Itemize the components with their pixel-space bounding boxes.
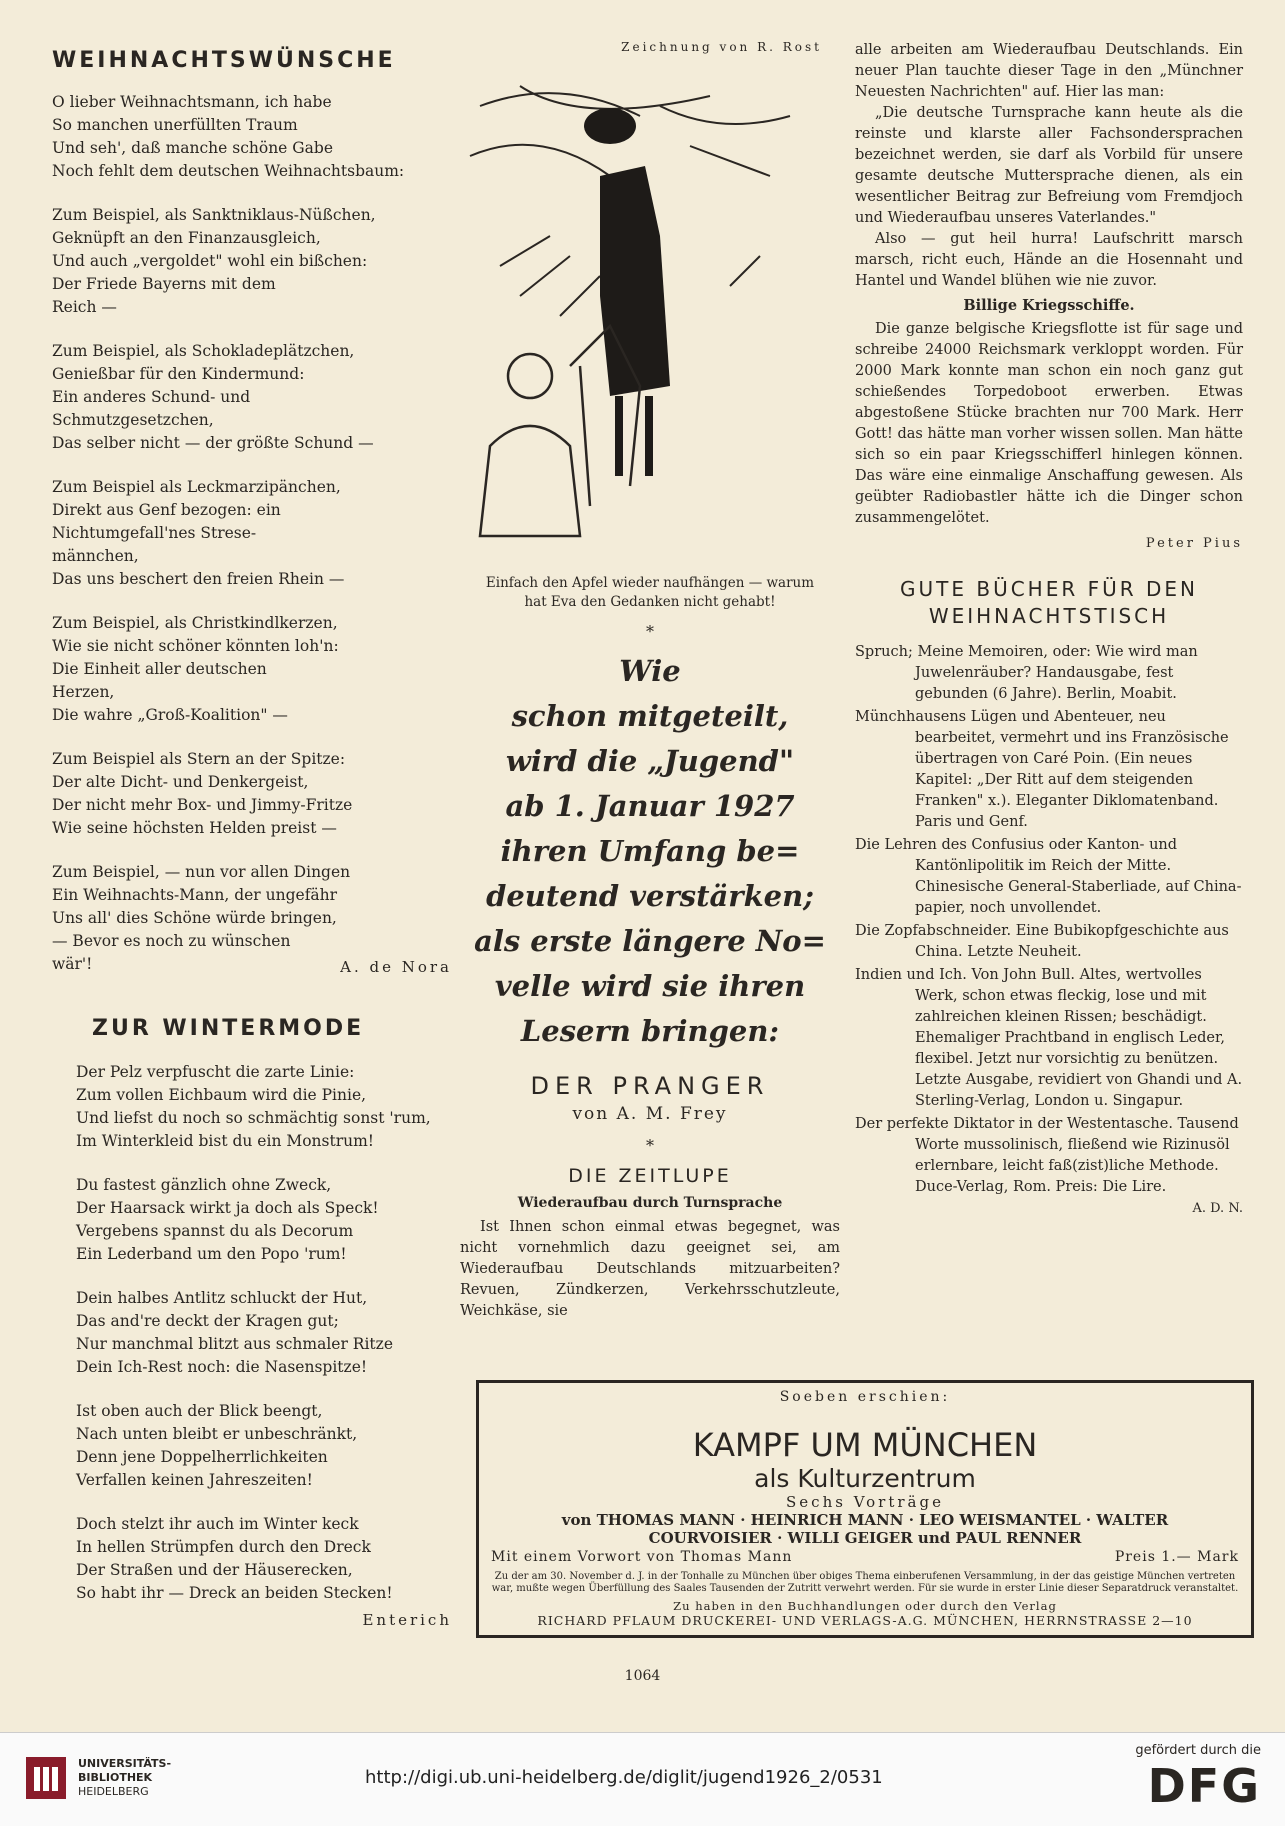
zeitlupe-comment: Also — gut heil hurra! Laufschritt marsch marsch, richt euch, Hände an die Hosennaht und Hantel und Wandel blühen wie nie zuvor. bbox=[855, 231, 1243, 289]
poem-author-enterich: Enterich bbox=[362, 1611, 452, 1629]
stanza: Zum Beispiel, als Christkindlkerzen, Wie sie nicht schöner könnten loh'n: Die Einheit aller deutschen Herzen, Die wahre „Groß-Koalition" — bbox=[52, 614, 339, 724]
eve-figure bbox=[584, 108, 670, 476]
stanza: O lieber Weihnachtsmann, ich habe So manchen unerfüllten Traum Und seh', daß manche schöne Gabe Noch fehlt dem deutschen Weihnachtsbaum: bbox=[52, 93, 405, 180]
book-entry: Die Zopfabschneider. Eine Bubikopfgeschichte aus China. Letzte Neuheit. bbox=[855, 923, 1229, 960]
ad-foreword: Mit einem Vorwort von Thomas Mann bbox=[491, 1549, 793, 1565]
stanza: Doch stelzt ihr auch im Winter keck In hellen Strümpfen durch den Dreck Der Straßen und der Häuserecken, So habt ihr — Dreck an beiden Stecken! bbox=[76, 1515, 393, 1602]
ad-title-main: KAMPF UM MÜNCHEN bbox=[692, 1426, 1038, 1464]
book-advertisement bbox=[476, 1380, 1254, 1638]
university-library-logo-icon bbox=[24, 1753, 68, 1803]
novel-author: von A. M. Frey bbox=[572, 1104, 728, 1124]
books-title: GUTE BÜCHER FÜR DEN WEIHNACHTSTISCH bbox=[900, 577, 1198, 628]
signature-peter-pius: Peter Pius bbox=[1145, 536, 1243, 551]
ad-publisher: RICHARD PFLAUM DRUCKEREI- UND VERLAGS-A.G. MÜNCHEN, HERRNSTRASSE 2—10 bbox=[537, 1613, 1193, 1628]
kriegsschiffe-subtitle: Billige Kriegsschiffe. bbox=[963, 297, 1135, 314]
dfg-logo-icon: DFG bbox=[1147, 1759, 1261, 1813]
stanza: Zum Beispiel, — nun vor allen Dingen Ein Weihnachts-Mann, der ungefähr Uns all' dies Schöne würde bringen, — Bevor es noch zu wünschen wär'! bbox=[52, 863, 351, 973]
poem-title-zur-wintermode: ZUR WINTERMODE bbox=[92, 1016, 365, 1041]
left-column bbox=[52, 40, 452, 1629]
logo-line: HEIDELBERG bbox=[78, 1785, 149, 1798]
stanza: Du fastest gänzlich ohne Zweck, Der Haarsack wirkt ja doch als Speck! Vergebens spannst du als Decorum Ein Lederband um den Popo 'rum! bbox=[76, 1176, 379, 1263]
book-entry: Spruch; Meine Memoiren, oder: Wie wird man Juwelenräuber? Handausgabe, fest gebunden (6 Jahre). Berlin, Moabit. bbox=[855, 644, 1198, 702]
ad-note: Zu der am 30. November d. J. in der Tonhalle zu München über obiges Thema einberufenen Versammlung, in der das geistige München vertreten war, mußte wegen Überfüllung des Saales Tausenden der Zutritt verwehrt werden. Für sie wurde in erster Linie dieser Separatdruck veranstaltet. bbox=[491, 1571, 1239, 1594]
stanza: Ist oben auch der Blick beengt, Nach unten bleibt er unbeschränkt, Denn jene Doppelherrlichkeiten Verfallen keinen Jahreszeiten! bbox=[76, 1402, 358, 1489]
novel-title: DER PRANGER bbox=[530, 1072, 770, 1100]
ad-price: Preis 1.— Mark bbox=[1114, 1549, 1239, 1565]
ad-authors-line2: COURVOISIER · WILLI GEIGER und PAUL RENNER bbox=[648, 1529, 1082, 1547]
poem-zur-wintermode bbox=[52, 1061, 452, 1605]
ad-availability: Zu haben in den Buchhandlungen oder durch den Verlag bbox=[673, 1599, 1057, 1613]
ad-subtitle: Sechs Vorträge bbox=[786, 1493, 944, 1511]
stanza: Zum Beispiel, als Schokladeplätzchen, Genießbar für den Kindermund: Ein anderes Schund- und Schmutzgesetzchen, Das selber nicht — der größte Schund — bbox=[52, 342, 374, 452]
funding-block bbox=[1135, 1743, 1261, 1814]
stanza: Zum Beispiel als Leckmarzipänchen, Direkt aus Genf bezogen: ein Nichtumgefall'nes Strese- männchen, Das uns beschert den freien Rhein — bbox=[52, 478, 345, 588]
zeitlupe-continued: alle arbeiten am Wiederaufbau Deutschlands. Ein neuer Plan tauchte dieser Tage in den „Münchner Neuesten Nachrichten" auf. Hier las man: bbox=[855, 42, 1243, 100]
stanza: Dein halbes Antlitz schluckt der Hut, Das and're deckt der Kragen gut; Nur manchmal blitzt aus schmaler Ritze Dein Ich-Rest noch: die Nasenspitze! bbox=[76, 1289, 394, 1376]
logo-line: BIBLIOTHEK bbox=[78, 1771, 153, 1784]
book-entry: Indien und Ich. Von John Bull. Altes, wertvolles Werk, schon etwas fleckig, lose und mit zahlreichen kleinen Rissen; beschädigt. Ehemaliger Prachtband in englisch Leder, flexibel. Jetzt nur vorsichtig zu benützen. Letzte Ausgabe, revidiert von Ghandi und A. Sterling-Verlag, London u. Singapur. bbox=[855, 967, 1243, 1109]
separator-star: * bbox=[646, 1136, 654, 1155]
ad-announce: Soeben erschien: bbox=[779, 1389, 951, 1405]
ad-title-sub: als Kulturzentrum bbox=[754, 1464, 976, 1493]
digitization-footer bbox=[0, 1732, 1285, 1826]
separator-star: * bbox=[646, 622, 654, 641]
right-column bbox=[855, 40, 1243, 1219]
poem-author-de-nora: A. de Nora bbox=[340, 958, 452, 976]
books-list bbox=[855, 642, 1243, 1198]
kriegsschiffe-text: Die ganze belgische Kriegsflotte ist für sage und schreibe 24000 Reichsmark verkloppt worden. Für 2000 Mark konnte man schon ein noch ganz gut schießendes Torpedoboot erwerben. Etwas abgestoßene Stücke brachten nur 700 Mark. Herr Gott! das hätte man vorher wissen sollen. Man hätte sich so ein paar Kriegsschifferl hinlegen können. Das wäre eine einmalige Anschaffung gewesen. Als geübter Radiobastler hätte ich die Dinger schon zusammengelötet. bbox=[855, 321, 1243, 526]
ub-logo-text bbox=[78, 1757, 171, 1799]
handwritten-announcement: Wie schon mitgeteilt, wird die „Jugend" ab 1. Januar 1927 ihren Umfang be= deutend verstärken; als erste längere No= velle wird sie ihren Lesern bringen: bbox=[474, 654, 826, 1048]
ad-foreword-row bbox=[479, 1547, 1251, 1567]
illustration-credit: Zeichnung von R. Rost bbox=[621, 40, 822, 54]
book-entry: Der perfekte Diktator in der Westentasche. Tausend Worte mussolinisch, fließend wie Rizinusöl erlernbare, leicht faß(zist)liche Methode. Duce-Verlag, Rom. Preis: Die Lire. bbox=[855, 1116, 1239, 1195]
stanza: Zum Beispiel, als Sanktniklaus-Nüßchen, Geknüpft an den Finanzausgleich, Und auch „vergoldet" wohl ein bißchen: Der Friede Bayerns mit dem Reich — bbox=[52, 206, 376, 316]
illustration-caption: Einfach den Apfel wieder naufhängen — warum hat Eva den Gedanken nicht gehabt! bbox=[485, 575, 815, 610]
poem-title-weihnachtswuensche: WEIHNACHTSWÜNSCHE bbox=[52, 48, 396, 73]
ad-authors-line1: von THOMAS MANN · HEINRICH MANN · LEO WEISMANTEL · WALTER bbox=[561, 1511, 1169, 1529]
digital-copy-url-link[interactable]: http://digi.ub.uni-heidelberg.de/diglit/jugend1926_2/0531 bbox=[365, 1767, 883, 1788]
poem-weihnachtswuensche bbox=[52, 91, 452, 976]
page-number: 1064 bbox=[624, 1668, 661, 1684]
ad-title bbox=[479, 1407, 1251, 1493]
middle-column bbox=[460, 40, 840, 54]
books-signature: A. D. N. bbox=[1192, 1201, 1243, 1216]
stanza: Der Pelz verpfuscht die zarte Linie: Zum vollen Eichbaum wird die Pinie, Und liefst du noch so schmächtig sonst 'rum, Im Winterkleid bist du ein Monstrum! bbox=[76, 1063, 431, 1150]
zeitlupe-subtitle: Wiederaufbau durch Turnsprache bbox=[517, 1195, 783, 1211]
zeitlupe-quote: „Die deutsche Turnsprache kann heute als die reinste und klarste aller Fachsondersprachen bezeichnet werden, sie darf als Vorbild für unsere gesamte deutsche Muttersprache dienen, als ein wesentlicher Beitrag zur Befreiung vom Fremdjoch und Wiederaufbau unseres Vaterlandes." bbox=[855, 105, 1243, 226]
stanza: Zum Beispiel als Stern an der Spitze: Der alte Dicht- und Denkergeist, Der nicht mehr Box- und Jimmy-Fritze Wie seine höchsten Helden preist — bbox=[52, 750, 353, 837]
middle-column-content bbox=[460, 574, 840, 1322]
zeitlupe-title: DIE ZEITLUPE bbox=[568, 1165, 732, 1187]
logo-line: UNIVERSITÄTS- bbox=[78, 1757, 172, 1770]
book-entry: Die Lehren des Confusius oder Kanton- und Kantönlipolitik im Reich der Mitte. Chinesische General-Staberliade, auf China-papier, noch unvollendet. bbox=[855, 837, 1242, 916]
book-entry: Münchhausens Lügen und Abenteuer, neu bearbeitet, vermehrt und ins Französische übertragen von Caré Poin. (Ein neues Kapitel: „Der Ritt auf dem steigenden Franken" x.). Eleganter Diklomatenband. Paris und Genf. bbox=[855, 709, 1229, 830]
zeitlupe-text: Ist Ihnen schon einmal etwas begegnet, was nicht vornehmlich dazu geeignet sei, am Wiederaufbau Deutschlands mitzuarbeiten? Revuen, Zündkerzen, Verkehrsschutzleute, Weichkäse, sie bbox=[460, 1219, 840, 1319]
illustration-eve-apple bbox=[460, 66, 806, 566]
ub-logo-block bbox=[24, 1753, 171, 1803]
funded-by-text: gefördert durch die bbox=[1135, 1743, 1261, 1758]
